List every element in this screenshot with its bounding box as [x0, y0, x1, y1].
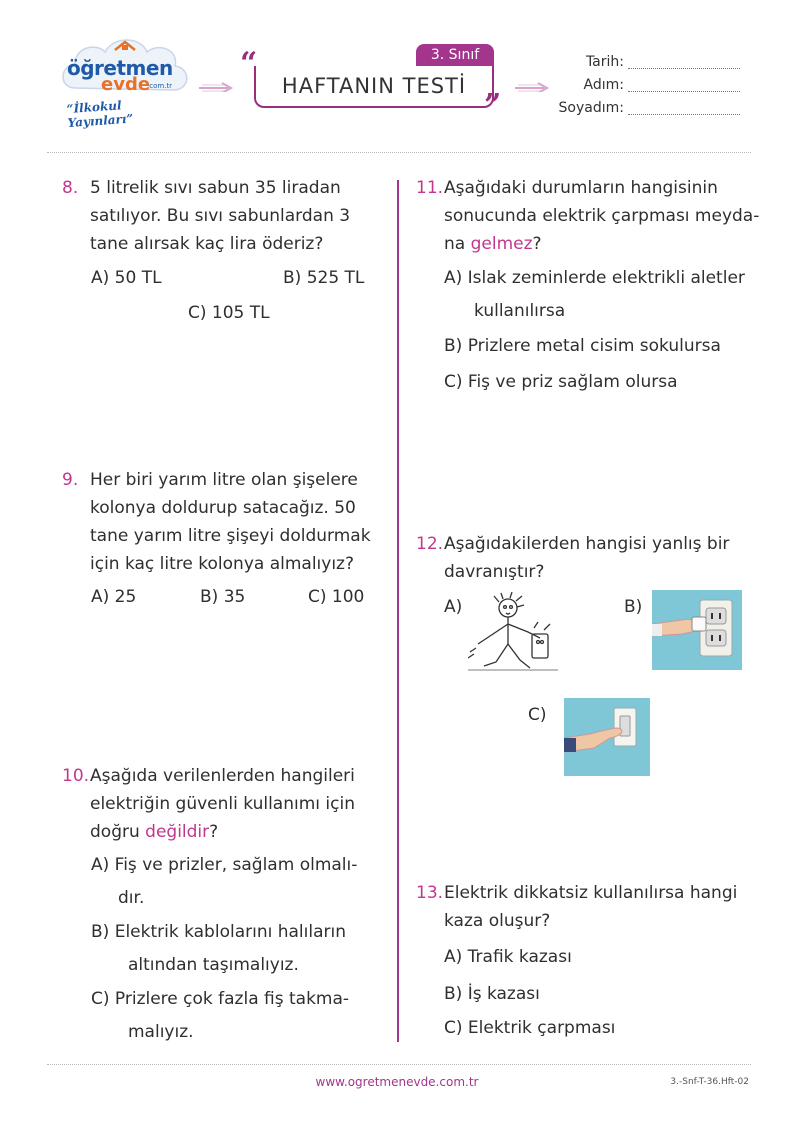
question-13 [416, 879, 737, 935]
date-field[interactable] [628, 68, 740, 69]
finger-light-switch-photo[interactable] [564, 698, 650, 776]
q8-option-a[interactable]: A) 50 TL [91, 268, 162, 288]
question-number: 9. [62, 470, 79, 490]
q12-option-a[interactable]: A) [444, 597, 463, 617]
q13-option-b[interactable]: B) İş kazası [444, 984, 540, 1004]
question-10 [62, 762, 355, 846]
arrow-right-icon [198, 82, 236, 92]
question-line: kolonya doldurup satacağız. 50 [90, 498, 356, 518]
logo [55, 30, 195, 131]
surname-label: Soyadım: [558, 100, 624, 116]
question-9 [62, 466, 371, 578]
question-line: Aşağıda verilenlerden hangileri [90, 766, 355, 786]
question-8 [62, 174, 350, 258]
question-11 [416, 174, 759, 258]
question-number: 10. [62, 766, 90, 786]
surname-field[interactable] [628, 114, 740, 115]
question-line: tane yarım litre şişeyi doldurmak [90, 526, 371, 546]
arrow-right-icon [514, 82, 552, 92]
question-line: için kaç litre kolonya almalıyız? [90, 554, 354, 574]
question-line: sonucunda elektrik çarpması meyda- [444, 206, 760, 226]
question-line: tane alırsak kaç lira öderiz? [90, 234, 324, 254]
q10-option-a-cont: dır. [118, 888, 145, 908]
question-line: kaza oluşur? [444, 911, 551, 931]
logo-tld: .com.tr [147, 82, 173, 90]
question-line: Elektrik dikkatsiz kullanılırsa hangi [444, 883, 738, 903]
document-code: 3.-Snf-T-36.Hft-02 [670, 1077, 749, 1087]
q10-option-c[interactable]: C) Prizlere çok fazla fiş takma- [91, 989, 350, 1009]
question-line: elektriğin güvenli kullanımı için [90, 794, 355, 814]
question-line: Aşağıdakilerden hangisi yanlış bir [444, 534, 730, 554]
question-12 [416, 530, 729, 586]
q11-option-b[interactable]: B) Prizlere metal cisim sokulursa [444, 336, 721, 356]
quote-close: ” [484, 88, 502, 123]
emphasis-text: değildir [145, 822, 210, 842]
question-line: Her biri yarım litre olan şişelere [90, 470, 358, 490]
question-line: doğru değildir? [90, 822, 219, 842]
question-line: 5 litrelik sıvı sabun 35 liradan [90, 178, 341, 198]
question-number: 13. [416, 883, 444, 903]
q9-option-a[interactable]: A) 25 [91, 587, 137, 607]
q10-option-b-cont: altından taşımalıyız. [128, 955, 299, 975]
q12-option-b[interactable]: B) [624, 597, 643, 617]
q10-option-c-cont: malıyız. [128, 1022, 194, 1042]
question-line: Aşağıdaki durumların hangisinin [444, 178, 718, 198]
q8-option-c[interactable]: C) 105 TL [188, 303, 270, 323]
q10-option-a[interactable]: A) Fiş ve prizler, sağlam olmalı- [91, 855, 358, 875]
q13-option-c[interactable]: C) Elektrik çarpması [444, 1018, 616, 1038]
page-title: HAFTANIN TESTİ [281, 74, 467, 98]
shocked-person-illustration[interactable] [468, 592, 558, 676]
emphasis-text: gelmez [470, 234, 533, 254]
question-line: davranıştır? [444, 562, 545, 582]
quote-open: “ [240, 46, 258, 81]
date-label: Tarih: [585, 54, 624, 70]
logo-tagline: “İlkokul Yayınları” [66, 98, 134, 131]
q12-option-c[interactable]: C) [528, 705, 547, 725]
grade-badge: 3. Sınıf [416, 44, 494, 66]
name-label: Adım: [583, 77, 624, 93]
column-divider [397, 180, 399, 1042]
logo-word-evde: evde [101, 74, 151, 95]
hand-plug-socket-photo[interactable] [652, 590, 742, 670]
q9-option-c[interactable]: C) 100 [308, 587, 365, 607]
question-number: 12. [416, 534, 444, 554]
header-divider [47, 152, 751, 153]
logo-word-ogretmen: öğretmen [67, 56, 173, 80]
q9-option-b[interactable]: B) 35 [200, 587, 246, 607]
question-number: 8. [62, 178, 79, 198]
q13-option-a[interactable]: A) Trafik kazası [444, 947, 572, 967]
question-line: na gelmez? [444, 234, 542, 254]
footer-url[interactable]: www.ogretmenevde.com.tr [315, 1075, 479, 1089]
question-number: 11. [416, 178, 444, 198]
q11-option-c[interactable]: C) Fiş ve priz sağlam olursa [444, 372, 678, 392]
footer-divider [47, 1064, 751, 1065]
q11-option-a[interactable]: A) Islak zeminlerde elektrikli aletler [444, 268, 745, 288]
q10-option-b[interactable]: B) Elektrik kablolarını halıların [91, 922, 346, 942]
question-line: satılıyor. Bu sıvı sabunlardan 3 [90, 206, 351, 226]
name-field[interactable] [628, 91, 740, 92]
title-block [240, 46, 504, 123]
q11-option-a-cont: kullanılırsa [474, 301, 566, 321]
q8-option-b[interactable]: B) 525 TL [283, 268, 365, 288]
